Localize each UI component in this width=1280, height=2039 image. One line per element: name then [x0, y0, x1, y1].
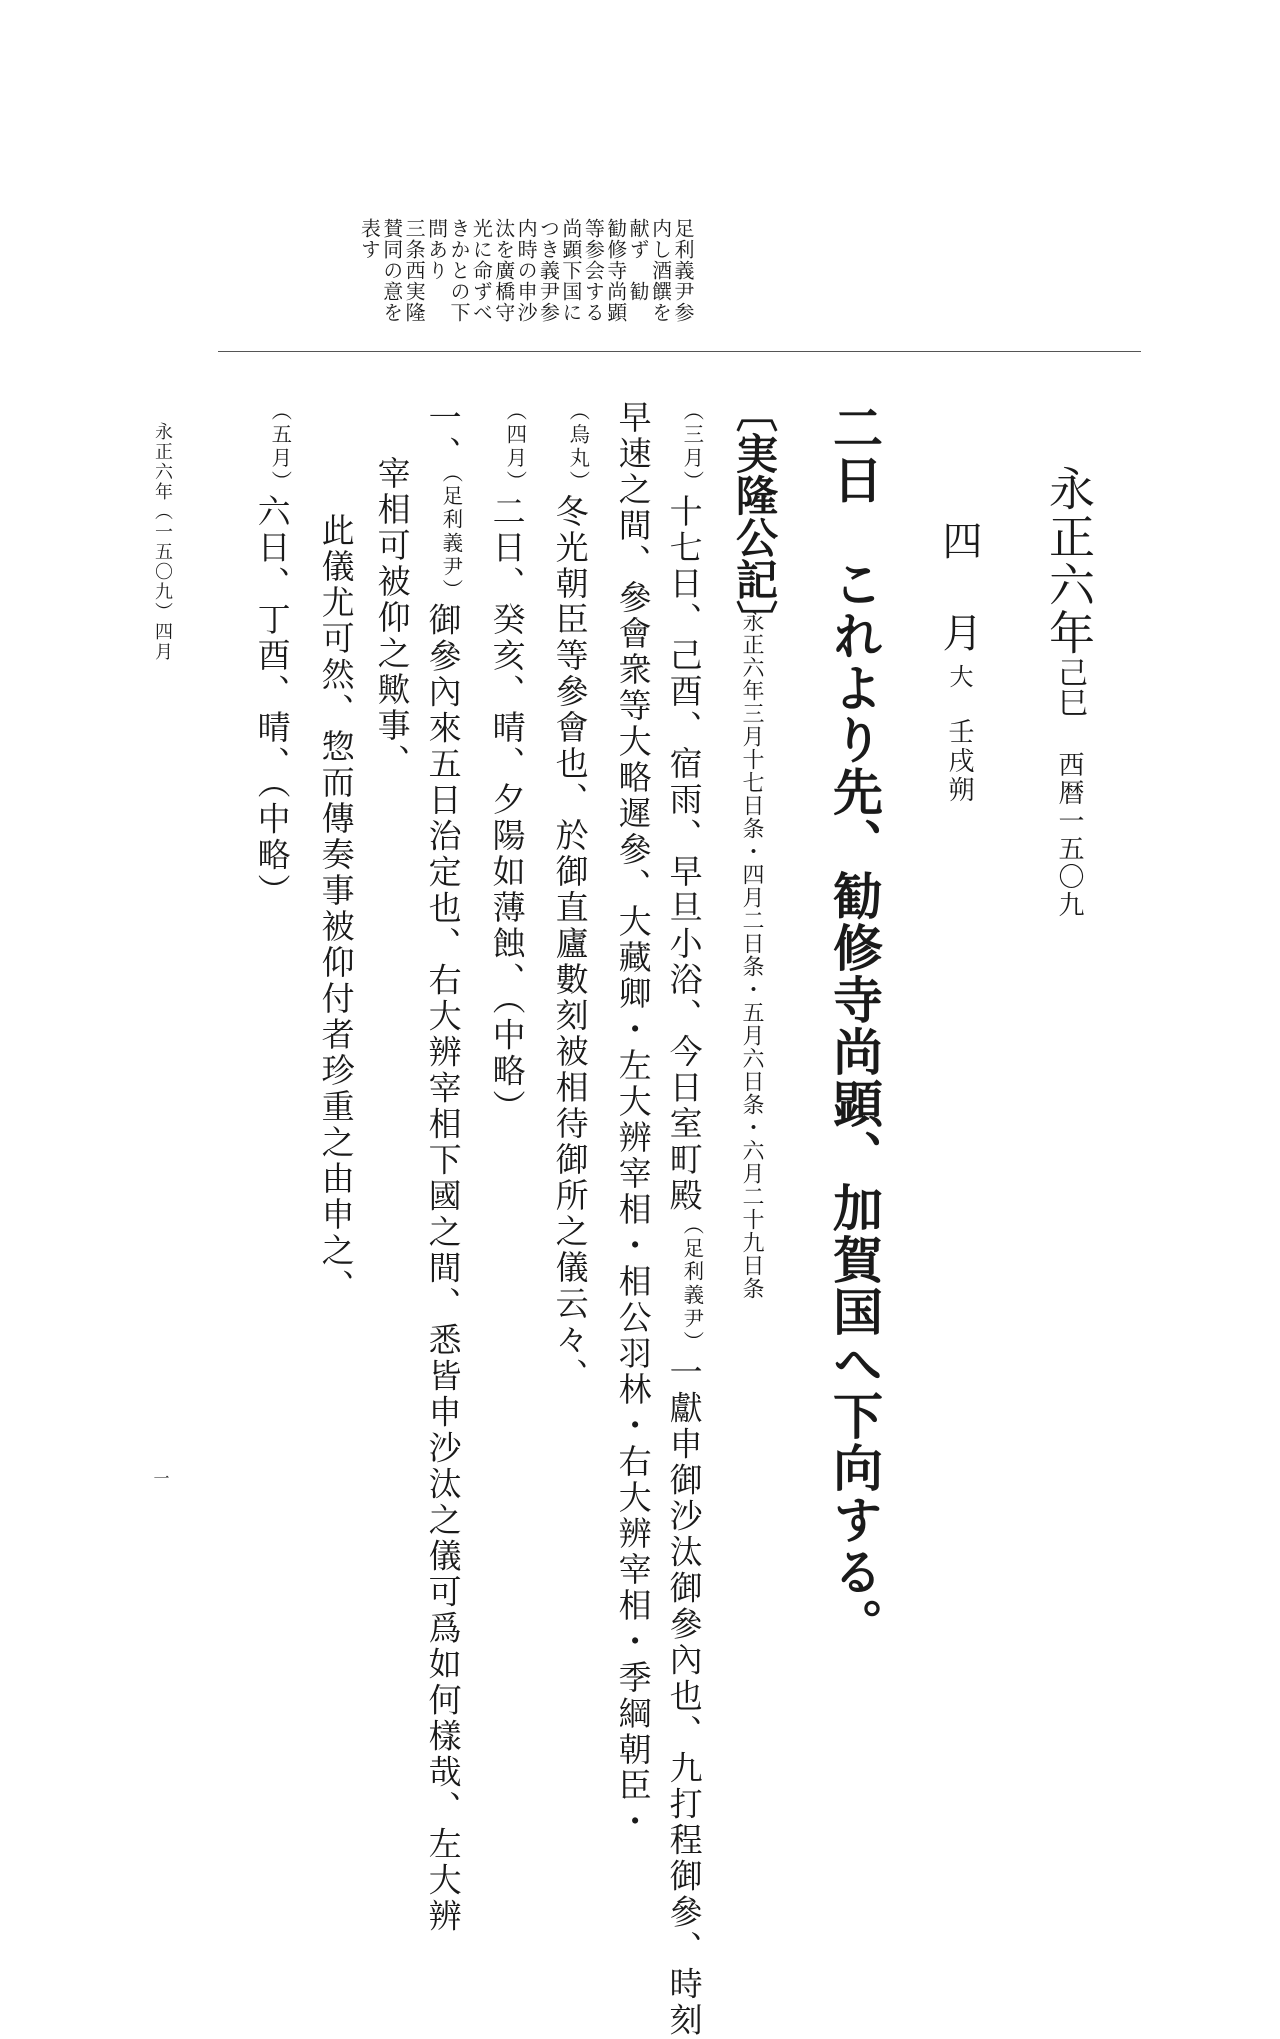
sidenote-2-line: 尚顕下国に	[558, 218, 583, 323]
annotation: （足利義尹）	[438, 472, 463, 603]
sidenote-1-line: 足利義尹参	[670, 218, 695, 323]
annotation: （四月）	[502, 400, 527, 494]
running-head: 永正六年（一五〇九）四月	[152, 422, 173, 662]
body-column-3	[552, 400, 588, 1394]
annotation: （足利義尹）	[679, 1213, 704, 1355]
source-title: 〔実隆公記〕	[730, 390, 779, 642]
body-text: 十七日、己酉、宿雨、早旦小浴、今日室町殿	[664, 493, 704, 1214]
sidenote-1-line: 勧修寺尚顕	[603, 218, 628, 323]
sidenote-2-line: 汰を廣橋守	[491, 218, 516, 323]
horizontal-rule	[218, 351, 1141, 352]
annotation: （烏丸）	[565, 400, 590, 494]
sidenote-1	[582, 218, 694, 323]
body-column-2: 早速之間、參會衆等大略遲參、大藏卿・左大辨宰相・相公羽林・右大辨宰相・季綱朝臣・	[613, 400, 653, 1840]
sidenote-2-line: 三条西実隆	[402, 218, 427, 323]
source-reference: 永正六年三月十七日条・四月二日条・五月六日条・六月二十九日条	[739, 610, 764, 1300]
body-column-4	[489, 400, 525, 1125]
year-text: 永正六年	[1042, 465, 1096, 657]
sidenote-2-line: 賛同の意を	[379, 218, 404, 323]
month-size: 大	[945, 664, 973, 688]
sidenote-1-line: 内し酒饌を	[648, 218, 673, 323]
year-title	[1036, 465, 1102, 919]
month-text: 四 月	[936, 520, 982, 658]
body-column-8	[254, 400, 290, 909]
body-column-1	[666, 400, 702, 2039]
month-title	[931, 520, 988, 805]
sidenote-2-line: 表す	[357, 218, 382, 260]
body-text: 一、	[423, 400, 463, 472]
main-heading: 二日 これより先、勧修寺尚顕、加賀国へ下向する。	[825, 402, 884, 1650]
page-number: 一	[151, 1470, 170, 1486]
sidenote-2-line: つき義尹参	[536, 218, 561, 323]
sidenote-2-line: 内時の申沙	[514, 218, 539, 323]
body-column-5	[425, 400, 461, 1934]
sidenote-1-line: 等参会する	[581, 218, 606, 323]
sidenote-1-line: 献ず 勧	[626, 218, 651, 302]
seireki-text: 西暦一五〇九	[1054, 751, 1084, 919]
annotation: （三月）	[679, 400, 704, 494]
sidenote-2-line: 光に命ずべ	[469, 218, 494, 323]
body-text: 六日、丁酉、晴、（中略）	[252, 493, 292, 910]
sidenote-2-line: 問あり	[424, 218, 449, 281]
body-text: 冬光朝臣等參會也、於御直廬數刻被相待御所之儀云々、	[550, 493, 590, 1394]
sidenote-2	[358, 218, 582, 323]
body-text: 二日、癸亥、晴、夕陽如薄蝕、（中略）	[487, 493, 527, 1126]
sidenote-2-line: きかとの下	[446, 218, 471, 323]
body-text: 御參內來五日治定也、右大辨宰相下國之間、悉皆申沙汰之儀可爲如何樣哉、左大辨	[423, 602, 463, 1935]
body-column-6: 宰相可被仰之歟事、	[372, 456, 412, 780]
body-text: 一獻申御沙汰御參內也、九打程御參、時刻	[664, 1354, 704, 2039]
body-column-7: 此儀尤可然、惣而傳奏事被仰付者珍重之由申之、	[316, 513, 356, 1305]
annotation: （五月）	[267, 400, 292, 494]
kanshi-text: 己巳	[1052, 657, 1087, 717]
saku-text: 壬戌朔	[944, 718, 974, 805]
